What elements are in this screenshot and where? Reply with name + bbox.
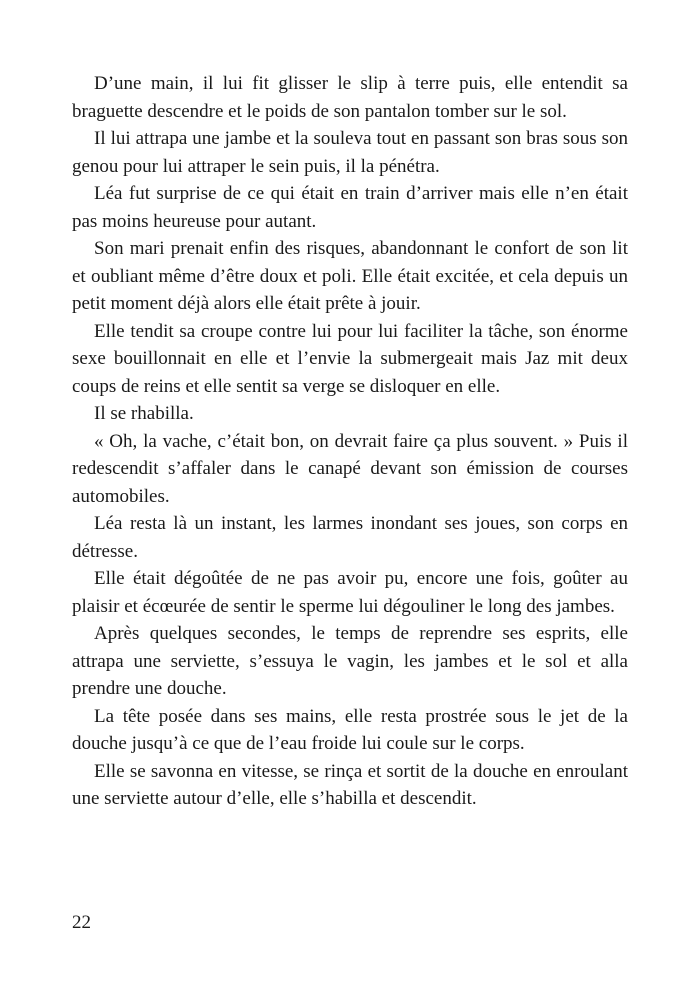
paragraph: D’une main, il lui fit glisser le slip à terre puis, elle entendit sa braguette descendre et le poids de son pantalon tomber sur le sol. (72, 73, 628, 122)
paragraph: Il lui attrapa une jambe et la souleva tout en passant son bras sous son genou pour lui attraper le sein puis, il la pénétra. (72, 128, 628, 177)
paragraph: Léa fut surprise de ce qui était en train d’arriver mais elle n’en était pas moins heureuse pour autant. (72, 183, 628, 232)
paragraph: Il se rhabilla. (94, 403, 194, 424)
paragraph: Léa resta là un instant, les larmes inondant ses joues, son corps en détresse. (72, 513, 628, 562)
paragraph: Son mari prenait enfin des risques, abandonnant le confort de son lit et oubliant même d’être doux et poli. Elle était excitée, et cela depuis un petit moment déjà alors elle était prête à jouir. (72, 238, 628, 314)
paragraph: Elle tendit sa croupe contre lui pour lui faciliter la tâche, son énorme sexe bouillonnait en elle et l’envie la submergeait mais Jaz mit deux coups de reins et elle sentit sa verge se disloquer en elle. (72, 320, 628, 397)
page-number: 22 (72, 912, 91, 933)
paragraph: « Oh, la vache, c’était bon, on devrait faire ça plus souvent. » Puis il redescendit s’affaler dans le canapé devant son émission de courses automobiles. (72, 430, 628, 507)
paragraph: Elle se savonna en vitesse, se rinça et sortit de la douche en enroulant une serviette autour d’elle, elle s’habilla et descendit. (72, 760, 628, 809)
paragraph: Elle était dégoûtée de ne pas avoir pu, encore une fois, goûter au plaisir et écœurée de sentir le sperme lui dégouliner le long des jambes. (72, 568, 628, 617)
paragraph: Après quelques secondes, le temps de reprendre ses esprits, elle attrapa une serviette, s’essuya le vagin, les jambes et le sol et alla prendre une douche. (72, 623, 628, 699)
page-body (72, 70, 628, 813)
paragraph: La tête posée dans ses mains, elle resta prostrée sous le jet de la douche jusqu’à ce que de l’eau froide lui coule sur le corps. (72, 705, 628, 754)
